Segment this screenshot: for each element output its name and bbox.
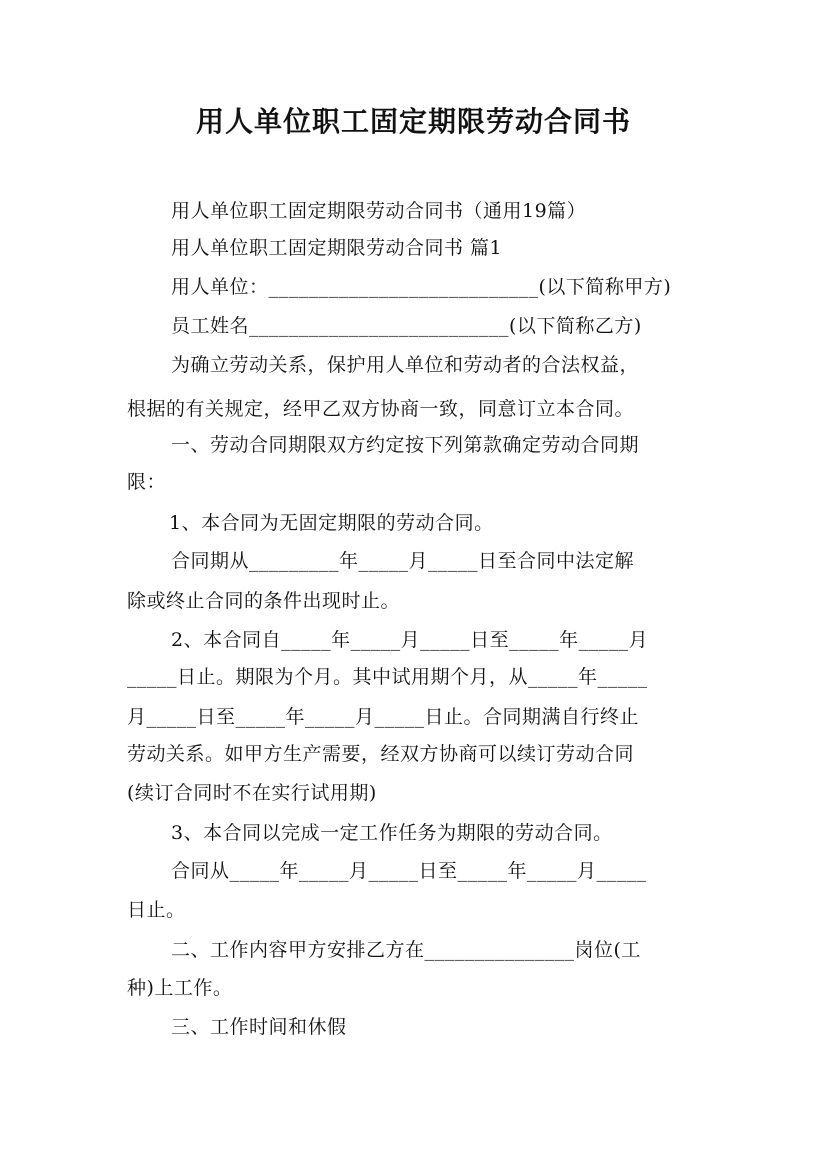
paragraph-line: 限： [127,471,167,493]
paragraph-line: 合同从_____年_____月_____日至_____年_____月_____ [171,860,647,882]
paragraph-line: (续订合同时不在实行试用期) [127,782,377,804]
document-title: 用人单位职工固定期限劳动合同书 [195,105,631,138]
paragraph-line: 日止。 [127,899,186,921]
clause-heading: 一、劳动合同期限双方约定按下列第款确定劳动合同期 [171,434,640,456]
paragraph-line: 为确立劳动关系，保护用人单位和劳动者的合法权益， [171,354,640,376]
clause-item: 1、本合同为无固定期限的劳动合同。 [169,512,494,534]
employer-field-line: 用人单位：___________________________(以下简称甲方) [171,276,672,298]
paragraph-line: 根据的有关规定，经甲乙双方协商一致，同意订立本合同。 [127,398,635,420]
paragraph-line: 除或终止合同的条件出现时止。 [127,590,401,612]
clause-item: 3、本合同以完成一定工作任务为期限的劳动合同。 [171,822,613,844]
clause-heading: 二、工作内容甲方安排乙方在_______________岗位(工 [171,939,641,961]
paragraph-line: 种)上工作。 [127,977,233,999]
subtitle-line: 用人单位职工固定期限劳动合同书（通用19篇） [171,200,587,222]
section-heading: 用人单位职工固定期限劳动合同书 篇1 [171,237,503,259]
paragraph-line: 月_____日至_____年_____月_____日止。合同期满自行终止 [127,706,640,728]
paragraph-line: 合同期从_________年_____月_____日至合同中法定解 [171,550,635,572]
clause-item: 2、本合同自_____年_____月_____日至_____年_____月 [171,629,649,651]
employee-field-line: 员工姓名__________________________(以下简称乙方) [171,315,642,337]
clause-heading: 三、工作时间和休假 [171,1016,347,1038]
paragraph-line: _____日止。期限为个月。其中试用期个月，从_____年_____ [127,666,648,688]
paragraph-line: 劳动关系。如甲方生产需要，经双方协商可以续订劳动合同 [127,743,635,765]
